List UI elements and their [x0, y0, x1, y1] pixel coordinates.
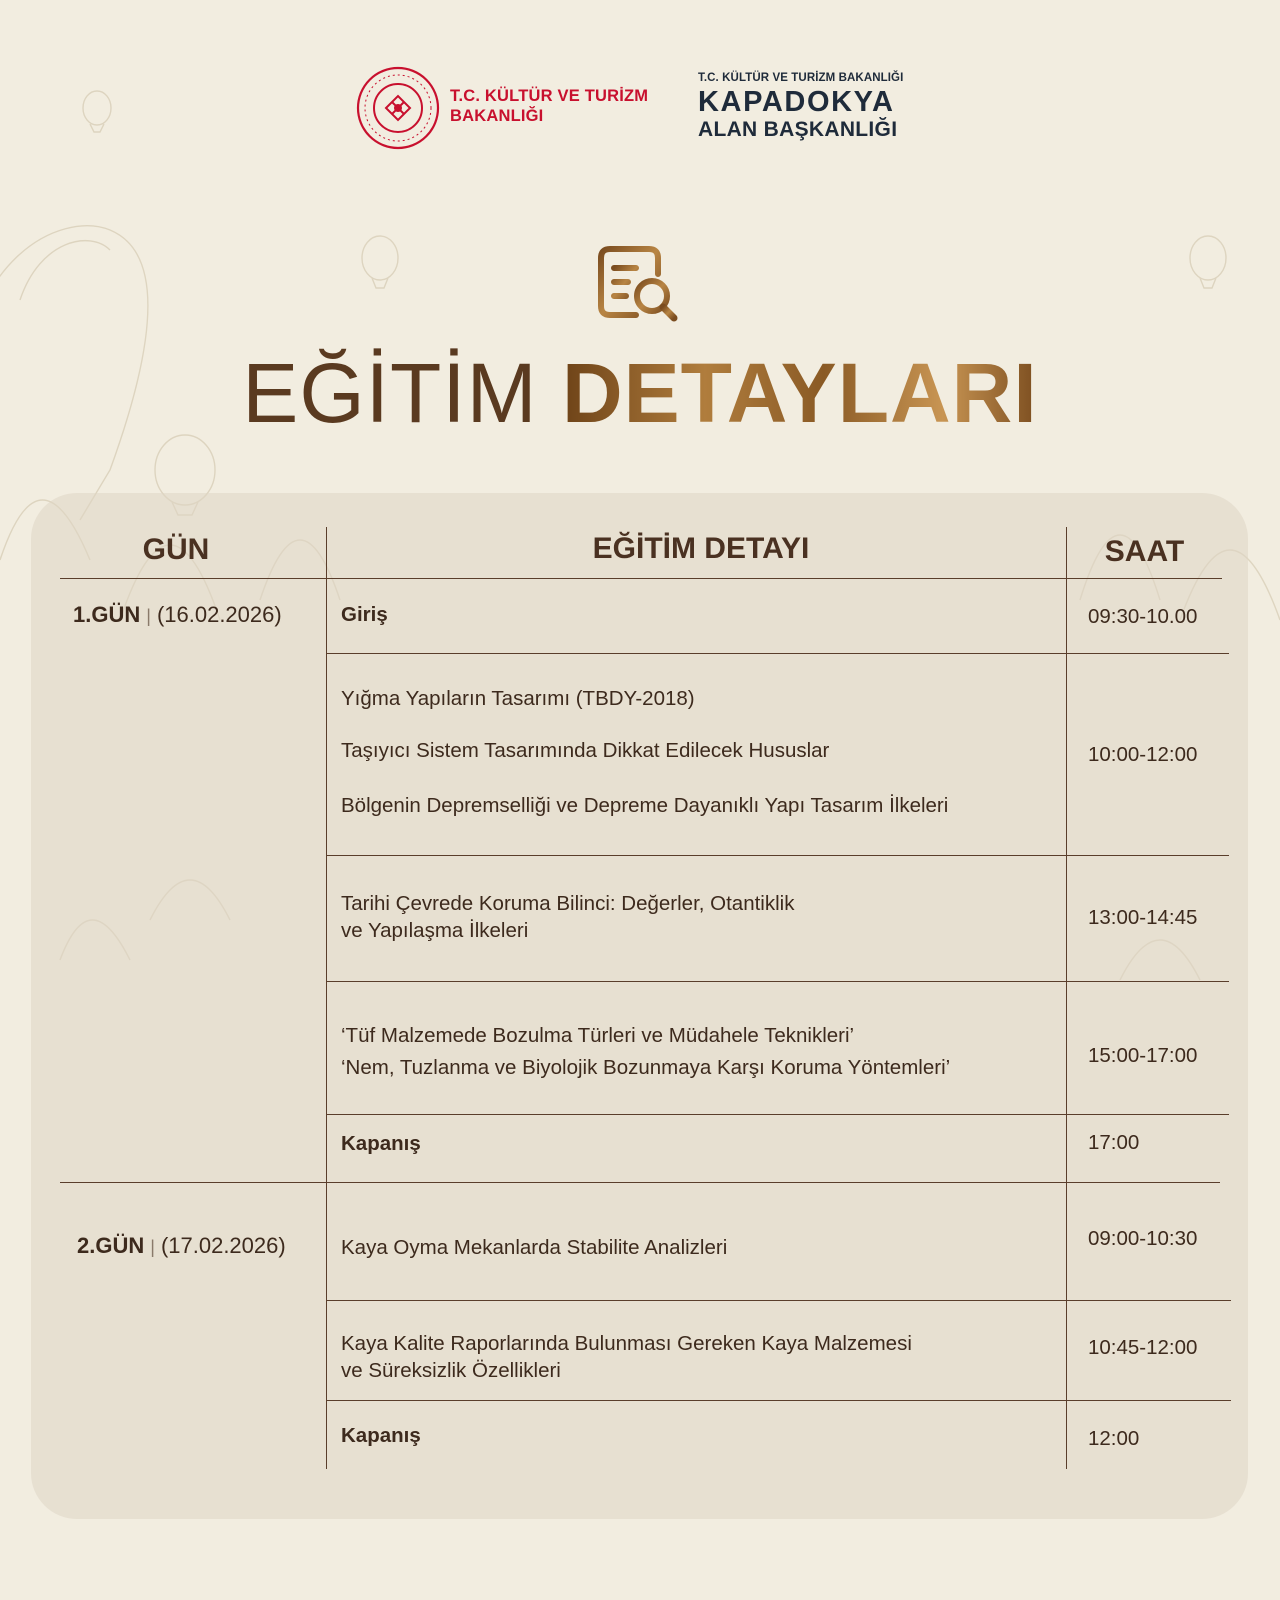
- header-time: SAAT: [1104, 535, 1185, 568]
- day-1-date: (16.02.2026): [156, 602, 282, 627]
- day-2-name: 2.GÜN: [77, 1233, 145, 1258]
- title-bold: DETAYLARI: [561, 346, 1038, 440]
- session-time: 13:00-14:45: [1088, 906, 1198, 929]
- row-divider: [327, 1400, 1231, 1401]
- header-divider: [60, 578, 1222, 579]
- ministry-line2: BAKANLIĞI: [450, 107, 544, 125]
- session-time: 09:00-10:30: [1088, 1227, 1198, 1250]
- day-separator: |: [146, 606, 151, 626]
- title-light: EĞİTİM: [242, 346, 538, 440]
- ministry-logo: [356, 66, 656, 150]
- divider-detail-time: [1066, 527, 1067, 1469]
- session-time: 15:00-17:00: [1088, 1044, 1198, 1067]
- session-title: Kaya Kalite Raporlarında Bulunması Gereken Kaya Malzemesi: [341, 1332, 912, 1355]
- day-2-date: (17.02.2026): [160, 1233, 286, 1258]
- day-separator: |: [150, 1237, 155, 1257]
- kapadokya-subtitle: ALAN BAŞKANLIĞI: [698, 118, 898, 141]
- page-title: [0, 343, 1280, 443]
- session-time: 10:45-12:00: [1088, 1336, 1198, 1359]
- row-divider: [327, 855, 1229, 856]
- header-detail: EĞİTİM DETAYI: [592, 532, 810, 565]
- day-1-label: [73, 602, 282, 628]
- day-2-label: [77, 1233, 286, 1259]
- session-time: 17:00: [1088, 1131, 1140, 1154]
- kapadokya-title: KAPADOKYA: [698, 86, 895, 118]
- session-title: ‘Nem, Tuzlanma ve Biyolojik Bozunmaya Karşı Koruma Yöntemleri’: [341, 1056, 951, 1079]
- session-time: 12:00: [1088, 1427, 1140, 1450]
- row-divider: [327, 653, 1229, 654]
- row-divider: [327, 981, 1229, 982]
- row-divider: [327, 1114, 1229, 1115]
- row-divider: [327, 1300, 1231, 1301]
- session-title: Bölgenin Depremselliği ve Depreme Dayanıklı Yapı Tasarım İlkeleri: [341, 794, 949, 817]
- session-title: Kaya Oyma Mekanlarda Stabilite Analizleri: [341, 1236, 728, 1259]
- divider-day-detail: [326, 527, 327, 1469]
- session-title: Kapanış: [341, 1132, 421, 1155]
- session-title: Yığma Yapıların Tasarımı (TBDY-2018): [341, 687, 695, 710]
- session-title: ve Süreksizlik Özellikleri: [341, 1359, 561, 1382]
- kapadokya-logo: [698, 72, 938, 148]
- day-divider: [60, 1182, 1220, 1183]
- session-title: Tarihi Çevrede Koruma Bilinci: Değerler, Otantiklik: [341, 892, 795, 915]
- session-title: Giriş: [341, 603, 388, 626]
- session-title: Kapanış: [341, 1424, 421, 1447]
- header-day: GÜN: [142, 533, 210, 566]
- session-time: 09:30-10.00: [1088, 605, 1198, 628]
- day-1-name: 1.GÜN: [73, 602, 141, 627]
- kapadokya-ministry-line: T.C. KÜLTÜR VE TURİZM BAKANLIĞI: [698, 72, 904, 84]
- session-title: ve Yapılaşma İlkeleri: [341, 919, 529, 942]
- ministry-name: [450, 86, 670, 126]
- ministry-line1: T.C. KÜLTÜR VE TURİZM: [450, 87, 649, 105]
- session-title: Taşıyıcı Sistem Tasarımında Dikkat Edilecek Hususlar: [341, 739, 830, 762]
- document-search-icon: [596, 244, 682, 330]
- session-title: ‘Tüf Malzemede Bozulma Türleri ve Müdahele Teknikleri’: [341, 1024, 855, 1047]
- session-time: 10:00-12:00: [1088, 743, 1198, 766]
- ministry-seal-icon: [356, 66, 440, 150]
